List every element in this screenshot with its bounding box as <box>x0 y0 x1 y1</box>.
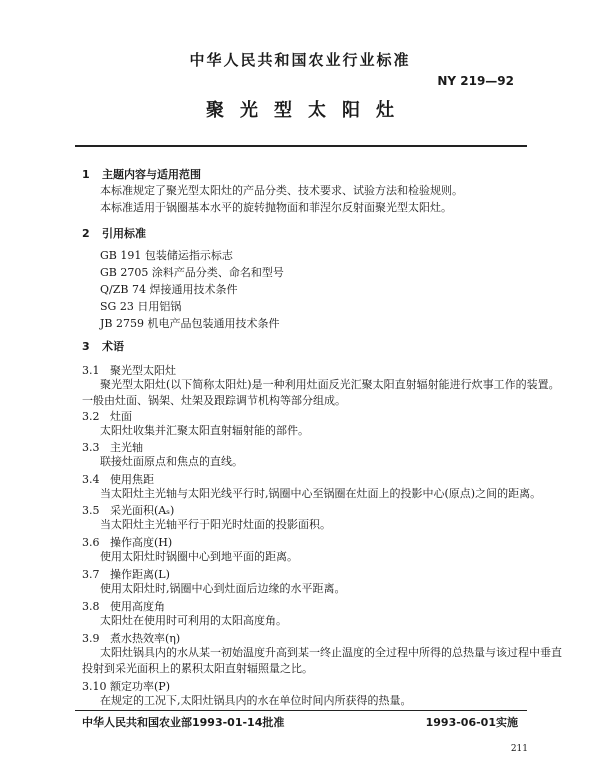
reference-item: Q/ZB 74 焊接通用技术条件 <box>100 283 238 296</box>
effective-date: 1993-06-01实施 <box>425 716 518 729</box>
term-3-1-text-cont: 一般由灶面、锅架、灶架及跟踪调节机构等部分组成。 <box>82 394 346 407</box>
term-3-2-heading: 3.2 灶面 <box>82 410 132 423</box>
term-3-4-text: 当太阳灶主光轴与太阳光线平行时,锅圈中心至锅圈在灶面上的投影中心(原点)之间的距离。 <box>100 487 542 500</box>
term-3-9-text: 太阳灶锅具内的水从某一初始温度升高到某一终止温度的全过程中所得的总热量与该过程中垂直 <box>100 646 562 659</box>
term-3-6-heading: 3.6 操作高度(H) <box>82 536 173 549</box>
reference-item: GB 191 包装储运指示标志 <box>100 249 233 262</box>
term-3-10-heading: 3.10 额定功率(P) <box>82 680 170 693</box>
reference-item: GB 2705 涂料产品分类、命名和型号 <box>100 266 284 279</box>
term-3-2-text: 太阳灶收集并汇聚太阳直射辐射能的部件。 <box>100 424 309 437</box>
footer-divider <box>75 710 527 711</box>
term-3-10-text: 在规定的工况下,太阳灶锅具内的水在单位时间内所获得的热量。 <box>100 694 412 707</box>
term-3-9-text-cont: 投射到采光面积上的累积太阳直射辐照量之比。 <box>82 662 313 675</box>
term-3-3-heading: 3.3 主光轴 <box>82 441 143 454</box>
reference-item: JB 2759 机电产品包装通用技术条件 <box>100 317 280 330</box>
header-divider <box>75 145 527 147</box>
term-3-7-text: 使用太阳灶时,锅圈中心到灶面后边缘的水平距离。 <box>100 582 346 595</box>
term-3-9-heading: 3.9 煮水热效率(η) <box>82 632 181 645</box>
section-2-heading: 2 引用标准 <box>82 227 146 240</box>
section-3-heading: 3 术语 <box>82 340 124 353</box>
section-1-paragraph-2: 本标准适用于锅圈基本水平的旋转抛物面和菲涅尔反射面聚光型太阳灶。 <box>100 201 452 214</box>
section-1-heading: 1 主题内容与适用范围 <box>82 168 201 181</box>
standard-category-title: 中华人民共和国农业行业标准 <box>189 51 411 69</box>
term-3-8-heading: 3.8 使用高度角 <box>82 600 165 613</box>
term-3-8-text: 太阳灶在使用时可利用的太阳高度角。 <box>100 614 287 627</box>
term-3-7-heading: 3.7 操作距离(L) <box>82 568 170 581</box>
term-3-6-text: 使用太阳灶时锅圈中心到地平面的距离。 <box>100 550 298 563</box>
term-3-5-text: 当太阳灶主光轴平行于阳光时灶面的投影面积。 <box>100 518 331 531</box>
reference-item: SG 23 日用铝锅 <box>100 300 182 313</box>
term-3-5-heading: 3.5 采光面积(Aₛ) <box>82 504 175 517</box>
standard-code: NY 219—92 <box>437 74 514 88</box>
approval-date: 中华人民共和国农业部1993-01-14批准 <box>82 716 285 729</box>
page-number: 211 <box>510 744 528 754</box>
section-1-paragraph-1: 本标准规定了聚光型太阳灶的产品分类、技术要求、试验方法和检验规则。 <box>100 184 463 197</box>
term-3-4-heading: 3.4 使用焦距 <box>82 473 154 486</box>
term-3-3-text: 联接灶面原点和焦点的直线。 <box>100 455 243 468</box>
term-3-1-heading: 3.1 聚光型太阳灶 <box>82 364 176 377</box>
term-3-1-text: 聚光型太阳灶(以下简称太阳灶)是一种利用灶面反光汇聚太阳直射辐射能进行炊事工作的装置。 <box>100 378 560 391</box>
document-title: 聚光型太阳灶 <box>206 100 410 121</box>
